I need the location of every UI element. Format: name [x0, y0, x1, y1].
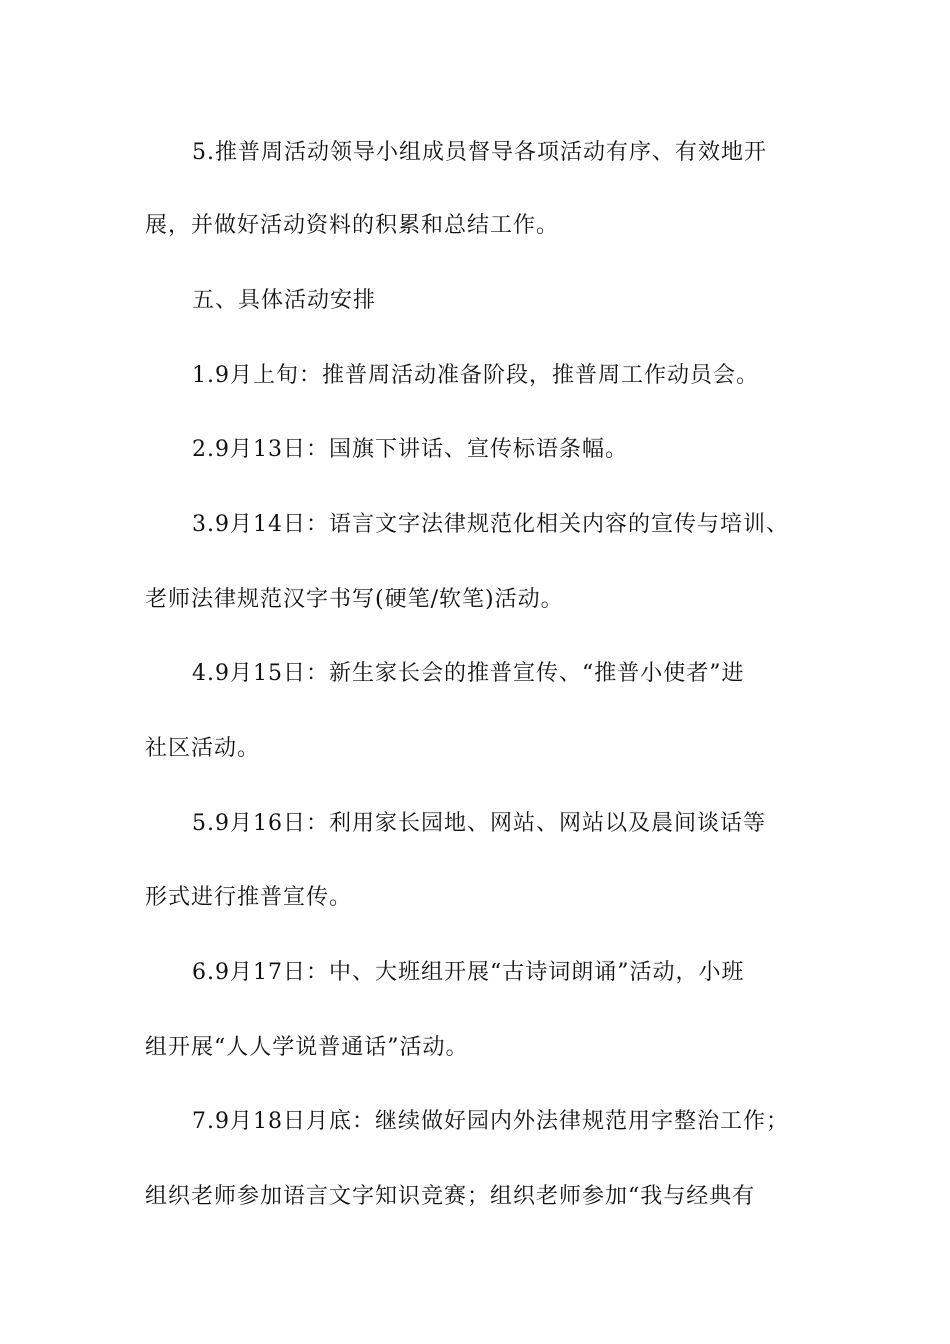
text-line: 组织老师参加语言文字知识竞赛；组织老师参加“我与经典有 — [145, 1184, 756, 1209]
text-line: 5.推普周活动领导小组成员督导各项活动有序、有效地开 — [192, 140, 767, 165]
text-line: 3.9月14日：语言文字法律规范化相关内容的宣传与培训、 — [192, 512, 789, 537]
text-line: 2.9月13日：国旗下讲话、宣传标语条幅。 — [192, 437, 628, 462]
text-line: 7.9月18日月底：继续做好园内外法律规范用字整治工作； — [192, 1109, 789, 1134]
section-heading: 五、具体活动安排 — [192, 288, 377, 313]
text-line: 5.9月16日：利用家长园地、网站、网站以及晨间谈话等 — [192, 811, 766, 836]
text-line: 4.9月15日：新生家长会的推普宣传、“推普小使者”进 — [192, 661, 745, 686]
text-line: 老师法律规范汉字书写(硬笔/软笔)活动。 — [145, 587, 564, 612]
text-line: 组开展“人人学说普通话”活动。 — [145, 1035, 469, 1060]
text-line: 形式进行推普宣传。 — [145, 885, 353, 910]
text-line: 6.9月17日：中、大班组开展“古诗词朗诵”活动，小班 — [192, 960, 745, 985]
text-line: 展，并做好活动资料的积累和总结工作。 — [145, 213, 560, 238]
text-line: 1.9月上旬：推普周活动准备阶段，推普周工作动员会。 — [192, 363, 759, 388]
text-line: 社区活动。 — [145, 736, 261, 761]
